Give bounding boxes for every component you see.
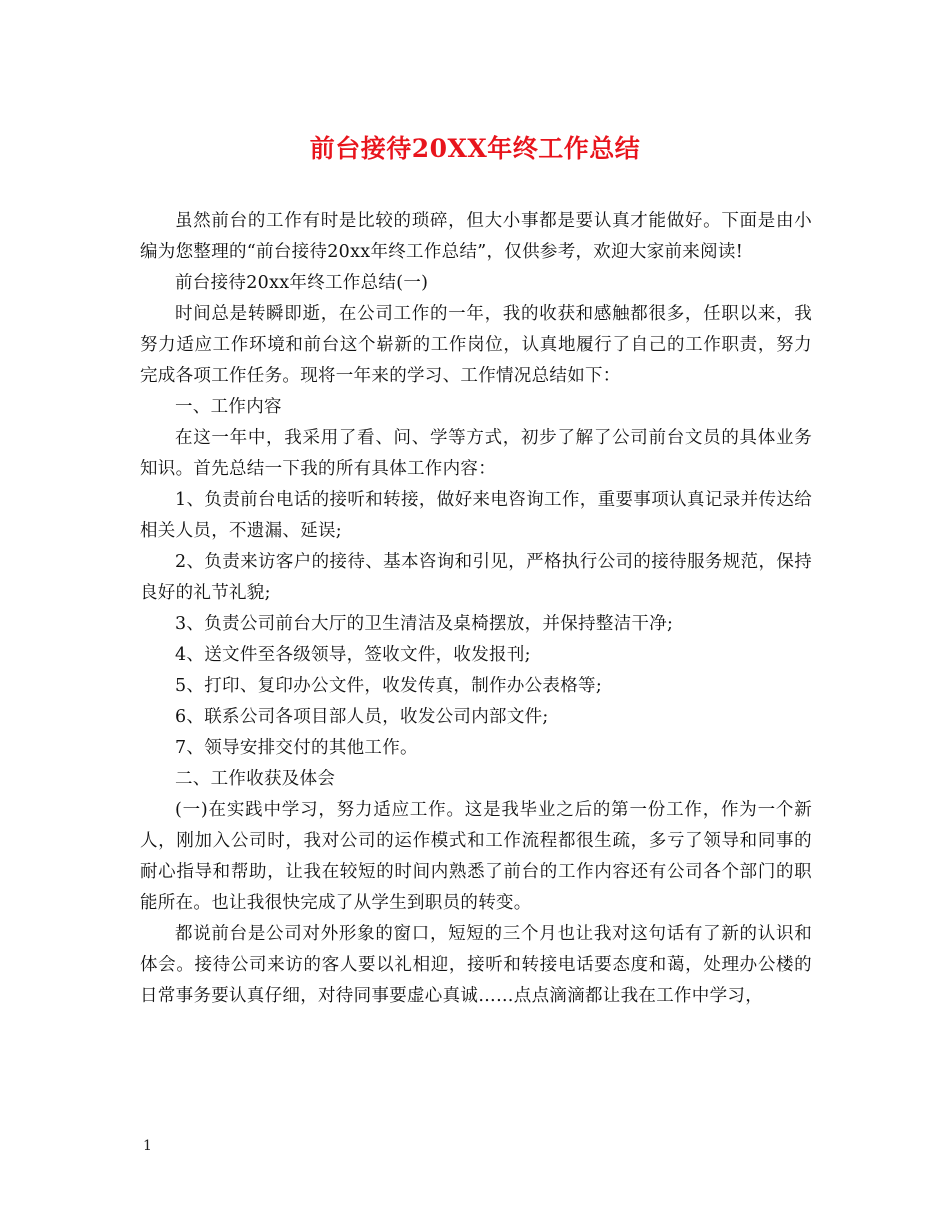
page-number: 1 <box>143 1138 152 1154</box>
paragraph: 在这一年中，我采用了看、问、学等方式，初步了解了公司前台文员的具体业务知识。首先总结一下我的所有具体工作内容： <box>140 428 812 479</box>
document-title: 前台接待20XX年终工作总结 <box>309 134 641 163</box>
paragraph-intro: 虽然前台的工作有时是比较的琐碎，但大小事都是要认真才能做好。下面是由小编为您整理的“前台接待20xx年终工作总结”，仅供参考，欢迎大家前来阅读! <box>140 211 812 262</box>
list-item: 4、送文件至各级领导，签收文件，收发报刊; <box>175 645 531 665</box>
list-item: 3、负责公司前台大厅的卫生清洁及桌椅摆放，并保持整洁干净; <box>175 614 674 634</box>
paragraph-heading: 一、工作内容 <box>175 397 282 417</box>
paragraph-section-heading: 前台接待20xx年终工作总结(一) <box>175 273 429 293</box>
paragraph: 都说前台是公司对外形象的窗口，短短的三个月也让我对这句话有了新的认识和体会。接待公司来访的客人要以礼相迎，接听和转接电话要态度和蔼，处理办公楼的日常事务要认真仔细，对待同事要虚心真诚……点点滴滴都让我在工作中学习， <box>140 924 812 1006</box>
paragraph-heading: 二、工作收获及体会 <box>175 769 336 789</box>
list-item: 5、打印、复印办公文件，收发传真，制作办公表格等; <box>175 676 603 696</box>
document-body <box>140 206 812 1012</box>
paragraph: 时间总是转瞬即逝，在公司工作的一年，我的收获和感触都很多，任职以来，我努力适应工作环境和前台这个崭新的工作岗位，认真地履行了自己的工作职责，努力完成各项工作任务。现将一年来的学习、工作情况总结如下： <box>140 304 812 386</box>
list-item: 6、联系公司各项目部人员，收发公司内部文件; <box>175 707 549 727</box>
list-item: 1、负责前台电话的接听和转接，做好来电咨询工作，重要事项认真记录并传达给相关人员，不遗漏、延误; <box>140 490 812 541</box>
paragraph: (一)在实践中学习，努力适应工作。这是我毕业之后的第一份工作，作为一个新人，刚加入公司时，我对公司的运作模式和工作流程都很生疏，多亏了领导和同事的耐心指导和帮助，让我在较短的时间内熟悉了前台的工作内容还有公司各个部门的职能所在。也让我很快完成了从学生到职员的转变。 <box>140 800 812 913</box>
list-item: 2、负责来访客户的接待、基本咨询和引见，严格执行公司的接待服务规范，保持良好的礼节礼貌; <box>140 552 812 603</box>
list-item: 7、领导安排交付的其他工作。 <box>175 738 418 758</box>
